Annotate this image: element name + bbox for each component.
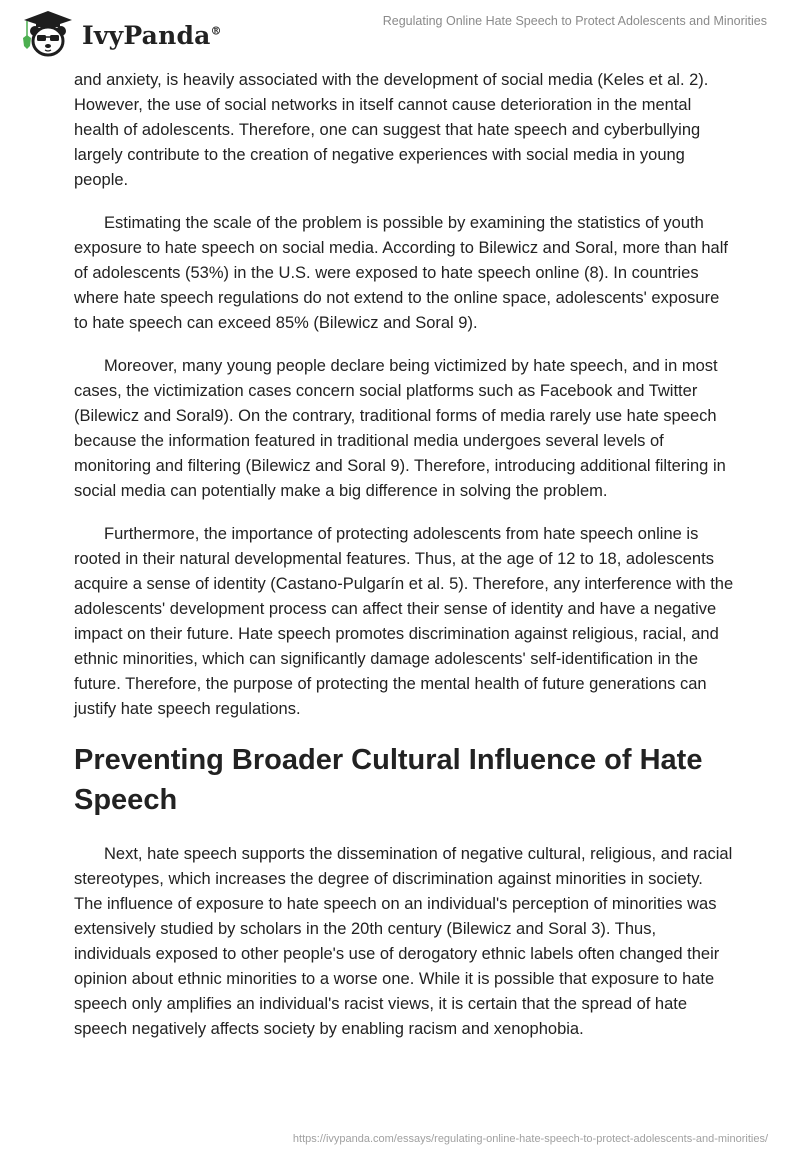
paragraph: Furthermore, the importance of protecting adolescents from hate speech online is rooted in their natural developmental features. Thus, at the age of 12 to 18, adolescents acquire a sense of identity (Castano-Pulgarín et al. 5). Therefore, any interference with the adolescents' development process can affect their sense of identity and have a negative impact on their future. Hate speech promotes discrimination against religious, racial, and ethnic minorities, which can significantly damage adolescents' self-identification in the future. Therefore, the purpose of protecting the mental health of future generations can justify hate speech regulations. <box>74 525 734 718</box>
paragraph: and anxiety, is heavily associated with the development of social media (Keles et al. 2). However, the use of social networks in itself cannot cause deterioration in the mental health of adolescents. Therefore, one can suggest that hate speech and cyberbullying largely contribute to the creation of negative experiences with social media in young people. <box>74 71 709 189</box>
logo-text: IvyPanda <box>82 21 211 50</box>
registered-mark: ® <box>210 24 222 38</box>
logo-wordmark <box>82 21 222 50</box>
document-title: Regulating Online Hate Speech to Protect Adolescents and Minorities <box>382 14 767 28</box>
ivypanda-logo[interactable] <box>18 8 222 63</box>
section-heading: Preventing Broader Cultural Influence of Hate Speech <box>74 744 703 816</box>
page-header <box>0 0 800 60</box>
footer-url[interactable]: https://ivypanda.com/essays/regulating-online-hate-speech-to-protect-adolescents-and-minorities/ <box>292 1133 768 1145</box>
paragraph: Next, hate speech supports the dissemination of negative cultural, religious, and racial stereotypes, which increases the degree of discrimination against minorities in society. The influence of exposure to hate speech on an individual's perception of minorities was extensively studied by scholars in the 20th century (Bilewicz and Soral 3). Thus, individuals exposed to other people's use of derogatory ethnic labels often changed their opinion about ethnic minorities to a worse one. While it is possible that exposure to hate speech only amplifies an individual's racist views, it is certain that the spread of hate speech negatively affects society by enabling racism and xenophobia. <box>74 845 733 1038</box>
essay-content <box>74 68 734 1060</box>
paragraph: Moreover, many young people declare being victimized by hate speech, and in most cases, the victimization cases concern social platforms such as Facebook and Twitter (Bilewicz and Soral9). On the contrary, traditional forms of media rarely use hate speech because the information featured in traditional media undergoes several levels of monitoring and filtering (Bilewicz and Soral 9). Therefore, introducing additional filtering in social media can potentially make a big difference in solving the problem. <box>74 357 726 500</box>
panda-graduate-icon <box>18 8 76 63</box>
paragraph: Estimating the scale of the problem is possible by examining the statistics of youth exposure to hate speech on social media. According to Bilewicz and Soral, more than half of adolescents (53%) in the U.S. were exposed to hate speech online (8). In countries where hate speech regulations do not extend to the online space, adolescents' exposure to hate speech can exceed 85% (Bilewicz and Soral 9). <box>74 214 728 332</box>
